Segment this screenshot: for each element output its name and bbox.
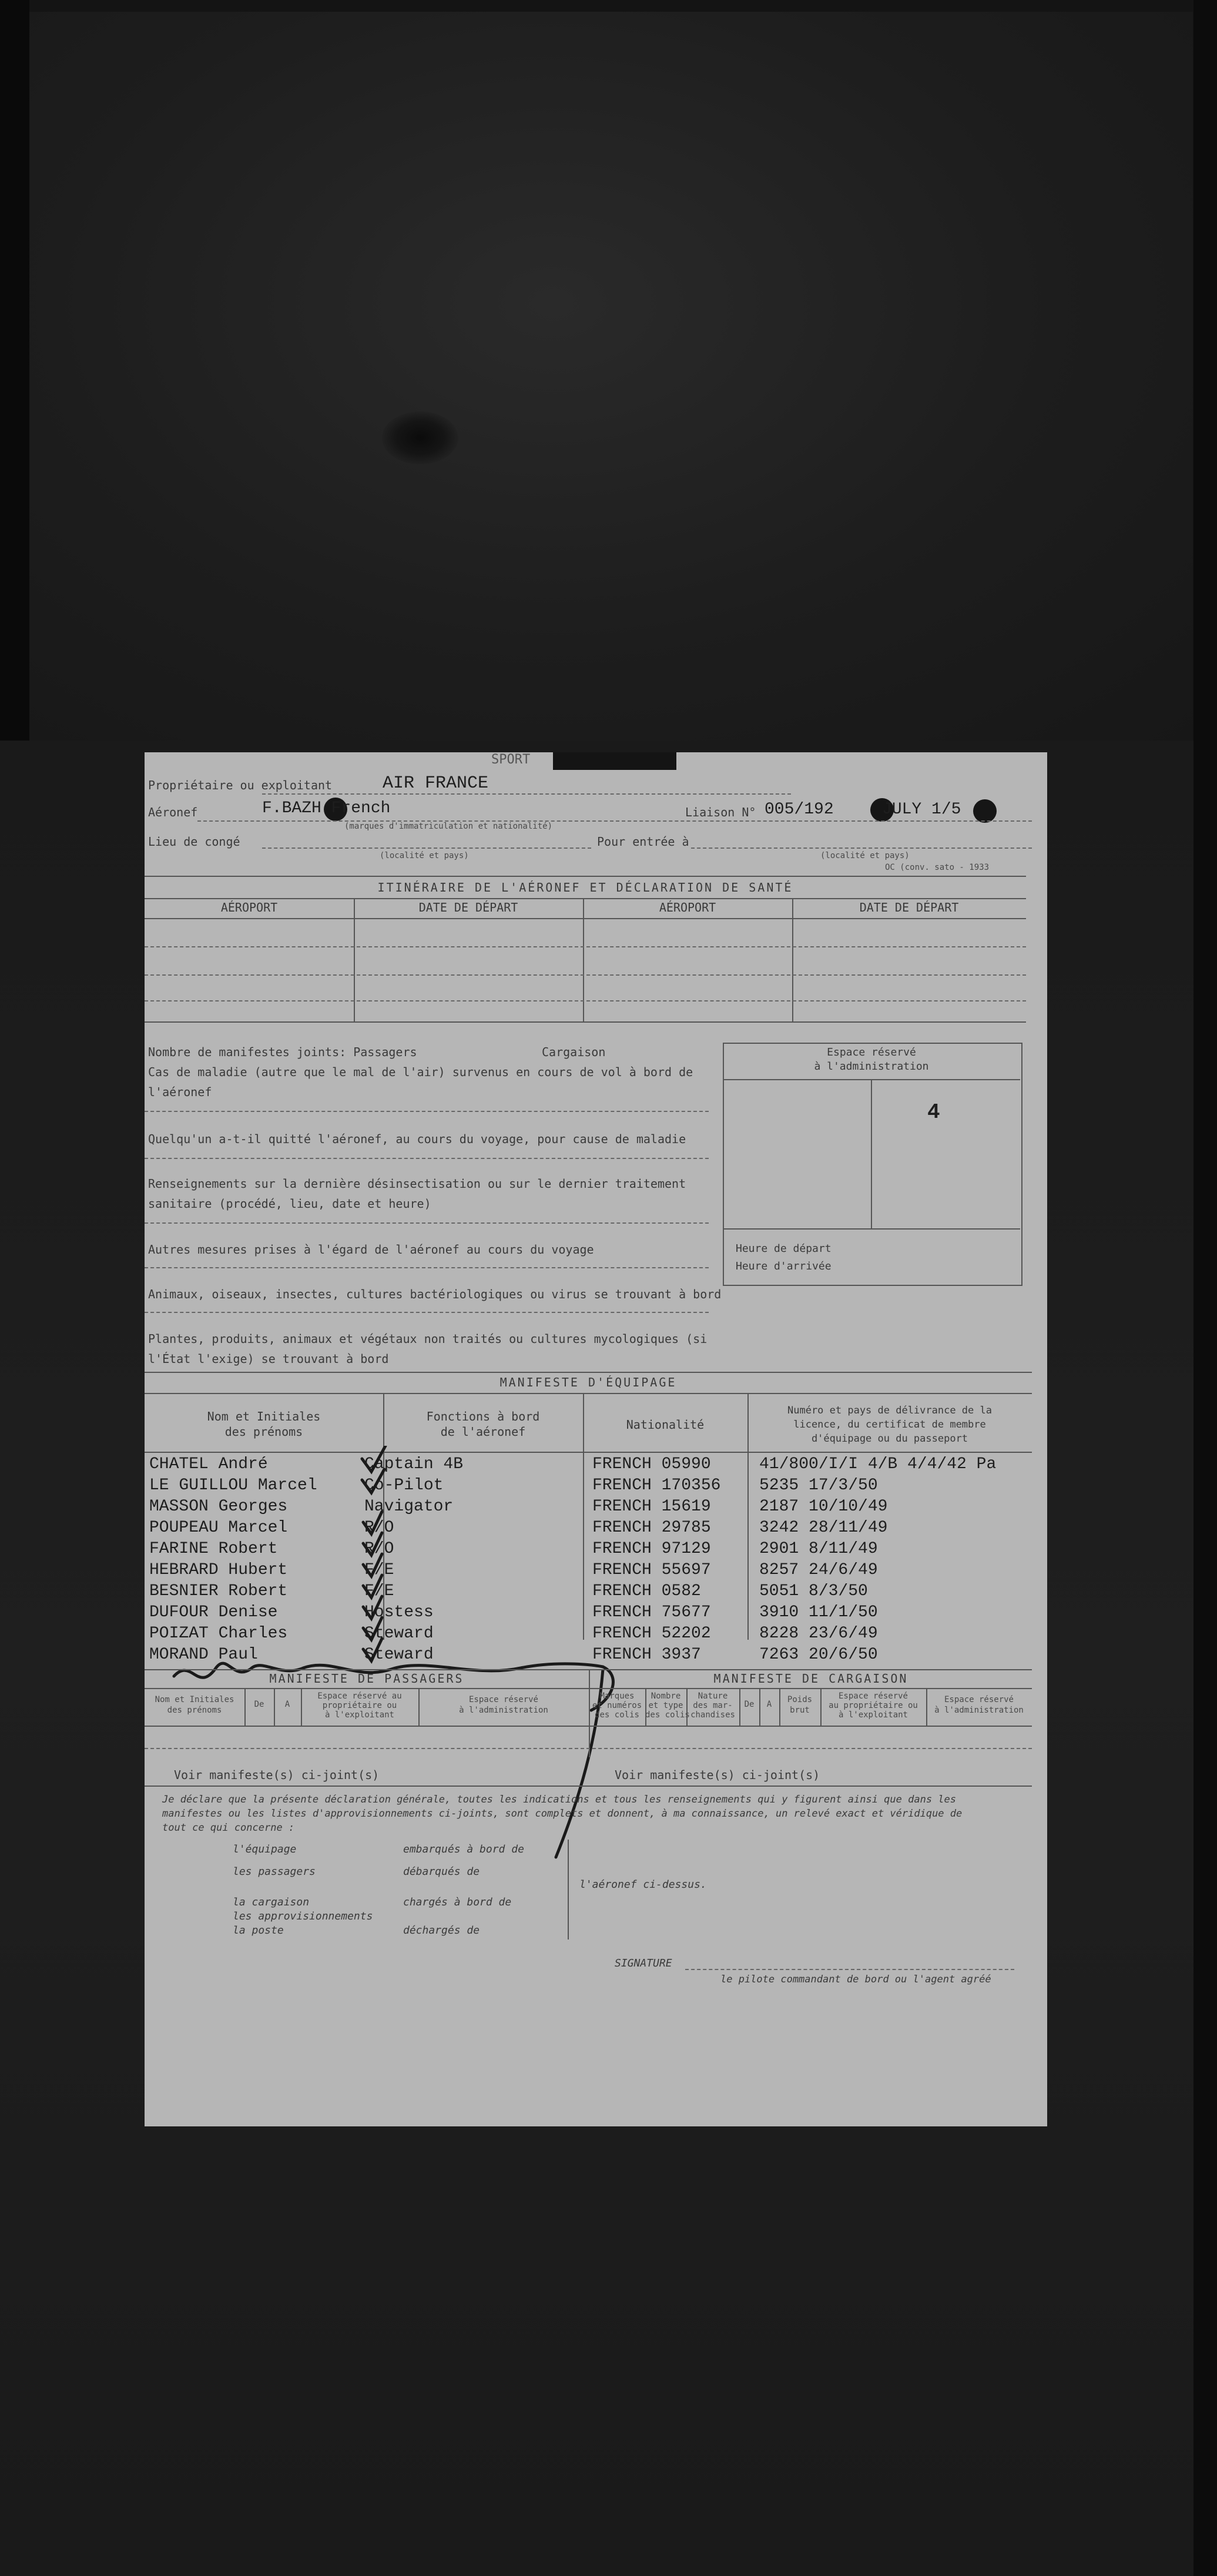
pax-divider-2 [274, 1688, 275, 1726]
cargo-col-marks-1: Marques [599, 1691, 635, 1701]
film-edge-left [0, 0, 29, 741]
crew-license: 5235 17/3/50 [759, 1476, 878, 1495]
crew-license: 3242 28/11/49 [759, 1519, 888, 1537]
crew-function: R/O [364, 1519, 394, 1537]
aircraft-note: (marques d'immatriculation et nationalité) [344, 822, 553, 831]
arrival-time-label: Heure d'arrivée [736, 1260, 832, 1272]
cargo-divider-2 [686, 1688, 688, 1726]
declaration-line-1: Je déclare que la présente déclaration générale, toutes les indications et tous les renseignements qui y figurent ainsi que dans les [162, 1794, 957, 1805]
itinerary-divider-2 [583, 898, 584, 1021]
stamp-text: SPORT [491, 752, 531, 767]
film-smudge [382, 411, 458, 464]
crew-col-function-1: Fonctions à bord [426, 1409, 540, 1423]
crew-function: F/E [364, 1582, 394, 1600]
manifests-label: Nombre de manifestes joints: Passagers [148, 1045, 417, 1059]
check-mark [363, 1533, 382, 1555]
check-mark [363, 1554, 382, 1576]
signer-note: le pilote commandant de bord ou l'agent agréé [720, 1974, 991, 1985]
decl-unloaded: déchargés de [403, 1924, 480, 1937]
crew-title: MANIFESTE D'ÉQUIPAGE [499, 1375, 677, 1389]
date-value: JULY 1/5 [882, 800, 961, 819]
decl-passengers: les passagers [233, 1865, 316, 1878]
departure-place-line [262, 847, 591, 849]
manifests-row-line [145, 1748, 1032, 1749]
admin-box-title-2: à l'administration [814, 1060, 929, 1073]
arrival-label: Pour entrée à [597, 835, 689, 849]
crew-license: 2187 10/10/49 [759, 1498, 888, 1516]
aircraft-label: Aéronef [148, 805, 198, 819]
health-line-5 [145, 1312, 709, 1313]
crew-function: R/O [364, 1540, 394, 1558]
crew-name: MASSON Georges [149, 1498, 288, 1516]
pax-col-reserved-1: Espace réservé au [317, 1691, 402, 1701]
crew-function: F/E [364, 1561, 394, 1579]
departure-time-label: Heure de départ [736, 1242, 832, 1255]
decl-embarked: embarqués à bord de [403, 1843, 524, 1855]
crew-license: 8257 24/6/49 [759, 1561, 878, 1579]
itinerary-col-airport-2: AÉROPORT [659, 900, 716, 915]
pax-divider-1 [244, 1688, 246, 1726]
crew-name: HEBRARD Hubert [149, 1561, 288, 1579]
health-line-1 [145, 1111, 709, 1112]
crew-function: Steward [364, 1624, 434, 1643]
itinerary-top-rule [145, 876, 1026, 877]
crew-function: Hostess [364, 1603, 434, 1622]
itinerary-divider-3 [792, 898, 793, 1021]
question-plants: Plantes, produits, animaux et végétaux non traités ou cultures mycologiques (si [148, 1332, 708, 1346]
cargo-divider-1 [645, 1688, 646, 1726]
film-background-top [29, 12, 1193, 741]
crew-license: 2901 8/11/49 [759, 1540, 878, 1558]
flight-label: Liaison N° [685, 805, 756, 819]
signature-line [685, 1969, 1014, 1970]
flight-value: 005/192 [765, 800, 834, 819]
crew-col-name-2: des prénoms [224, 1425, 303, 1439]
itinerary-bottom-rule [145, 1021, 1026, 1023]
cargo-divider-6 [820, 1688, 822, 1726]
question-illness: Cas de maladie (autre que le mal de l'air) survenus en cours de vol à bord de [148, 1065, 693, 1079]
general-declaration-form [145, 752, 1047, 2126]
manifests-header-rule [145, 1726, 1032, 1727]
crew-name: MORAND Paul [149, 1646, 258, 1664]
pax-col-admin-2: à l'administration [459, 1706, 548, 1715]
crew-license: 5051 8/3/50 [759, 1582, 868, 1600]
owner-line [262, 793, 791, 795]
crew-name: FARINE Robert [149, 1540, 278, 1558]
crew-nationality: FRENCH 05990 [592, 1455, 711, 1473]
crew-nationality: FRENCH 97129 [592, 1540, 711, 1558]
cargo-see-manifest: Voir manifeste(s) ci-joint(s) [615, 1768, 820, 1782]
question-animals: Animaux, oiseaux, insectes, cultures bactériologiques ou virus se trouvant à bord [148, 1287, 722, 1301]
cargo-col-admin-1: Espace réservé [944, 1695, 1014, 1704]
pax-col-name-1: Nom et Initiales [155, 1695, 234, 1704]
check-mark [363, 1639, 382, 1661]
arrival-note: (localité et pays) [820, 851, 910, 860]
pax-divider-4 [418, 1688, 420, 1726]
admin-box-bottom-rule [724, 1228, 1020, 1230]
crew-col-license-3: d'équipage ou du passeport [811, 1433, 968, 1445]
crew-col-license-1: Numéro et pays de délivrance de la [787, 1405, 992, 1416]
admin-box-rule [724, 1079, 1020, 1080]
cargo-col-admin-2: à l'administration [934, 1706, 1024, 1715]
crew-nationality: FRENCH 170356 [592, 1476, 721, 1495]
crew-col-name-1: Nom et Initiales [207, 1409, 321, 1423]
itinerary-row-line-2 [145, 974, 1026, 976]
crew-nationality: FRENCH 0582 [592, 1582, 701, 1600]
signature-label: SIGNATURE [615, 1957, 672, 1969]
crew-license: 41/800/I/I 4/B 4/4/42 Pa [759, 1455, 997, 1473]
crew-license: 8228 23/6/49 [759, 1624, 878, 1643]
crew-col-function-2: de l'aéronef [440, 1425, 526, 1439]
decl-crew: l'équipage [233, 1843, 297, 1855]
cargo-col-count-3: des colis [645, 1710, 690, 1720]
aircraft-line [197, 820, 1032, 822]
pax-col-to: A [284, 1700, 290, 1709]
crew-name: BESNIER Robert [149, 1582, 288, 1600]
crew-function: Steward [364, 1646, 434, 1664]
film-edge-right [1193, 0, 1217, 2576]
departure-place-label: Lieu de congé [148, 835, 240, 849]
question-other-measures: Autres mesures prises à l'égard de l'aéronef au cours du voyage [148, 1242, 594, 1257]
check-mark [363, 1575, 382, 1597]
decl-aircraft: l'aéronef ci-dessus. [579, 1878, 707, 1891]
owner-label: Propriétaire ou exploitant [148, 778, 333, 792]
cargo-col-nature-3: chandises [690, 1710, 735, 1720]
check-mark [362, 1469, 384, 1493]
health-line-2 [145, 1158, 709, 1159]
cargo-col-reserved-1: Espace réservé [838, 1691, 908, 1701]
admin-box-divider [871, 1079, 872, 1228]
crew-nationality: FRENCH 29785 [592, 1519, 711, 1537]
decl-mail: la poste [233, 1924, 284, 1937]
itinerary-col-airport-1: AÉROPORT [220, 900, 278, 915]
pax-col-from: De [254, 1700, 264, 1709]
crew-name: POUPEAU Marcel [149, 1519, 288, 1537]
pax-col-name-2: des prénoms [167, 1706, 222, 1715]
pax-divider-3 [301, 1688, 302, 1726]
cargo-col-from: De [744, 1700, 755, 1709]
form-reference: OC (conv. sato - 1933 [885, 863, 990, 872]
cargo-divider-4 [759, 1688, 760, 1726]
crew-top-rule [145, 1372, 1032, 1373]
itinerary-row-line-1 [145, 946, 1026, 947]
check-mark [363, 1617, 382, 1640]
decl-brace [568, 1840, 569, 1939]
crew-name: POIZAT Charles [149, 1624, 288, 1643]
aircraft-value: F.BAZH French [262, 799, 391, 818]
admin-box-title-1: Espace réservé [827, 1046, 916, 1058]
itinerary-title: ITINÉRAIRE DE L'AÉRONEF ET DÉCLARATION DE SANTÉ [377, 880, 793, 895]
cargo-col-count-2: et type [648, 1701, 683, 1710]
crew-license: 7263 20/6/50 [759, 1646, 878, 1664]
itinerary-divider-1 [354, 898, 355, 1021]
redaction-block [553, 752, 676, 770]
crew-function: Captain 4B [364, 1455, 464, 1473]
itinerary-col-date-2: DATE DE DÉPART [859, 900, 959, 915]
crew-nationality: FRENCH 3937 [592, 1646, 701, 1664]
cargo-col-marks-2: et numéros [592, 1701, 642, 1710]
health-line-3 [145, 1222, 709, 1224]
check-mark [363, 1512, 382, 1534]
crew-function: Navigator [364, 1498, 454, 1516]
crew-nationality: FRENCH 55697 [592, 1561, 711, 1579]
question-plants-cont: l'État l'exige) se trouvant à bord [148, 1352, 389, 1366]
itinerary-row-line-3 [145, 1000, 1026, 1001]
itinerary-col-date-1: DATE DE DÉPART [418, 900, 518, 915]
cargo-col-count-1: Nombre [651, 1691, 681, 1701]
cargo-title: MANIFESTE DE CARGAISON [713, 1671, 908, 1686]
manifests-title-rule [145, 1688, 1032, 1689]
cargo-col-nature-2: des mar- [693, 1701, 733, 1710]
decl-landed: débarqués de [403, 1865, 480, 1878]
cargo-divider-7 [926, 1688, 927, 1726]
manifests-bottom-rule [145, 1786, 1032, 1787]
cargo-col-marks-3: des colis [595, 1710, 639, 1720]
cargo-col-reserved-3: à l'exploitant [838, 1710, 908, 1720]
question-illness-cont: l'aéronef [148, 1085, 212, 1099]
crew-nationality: FRENCH 75677 [592, 1603, 711, 1622]
decl-loaded: chargés à bord de [403, 1896, 512, 1908]
crew-col-license-2: licence, du certificat de membre [793, 1419, 986, 1431]
crew-license: 3910 11/1/50 [759, 1603, 878, 1622]
declaration-line-3: tout ce qui concerne : [162, 1822, 295, 1834]
punch-hole-3 [973, 799, 997, 823]
cargo-divider-5 [779, 1688, 780, 1726]
health-line-4 [145, 1267, 709, 1268]
pax-col-admin-1: Espace réservé [468, 1695, 538, 1704]
decl-cargo: la cargaison [233, 1896, 310, 1908]
cargo-divider-3 [739, 1688, 740, 1726]
crew-name: DUFOUR Denise [149, 1603, 278, 1622]
itinerary-header-rule [145, 898, 1026, 899]
departure-place-note: (localité et pays) [380, 851, 469, 860]
pax-col-reserved-2: propriétaire ou [322, 1701, 397, 1710]
cargo-col-weight-2: brut [790, 1706, 810, 1715]
check-mark [363, 1596, 382, 1619]
admin-box-number: 4 [927, 1100, 940, 1124]
crew-function: Co-Pilot [364, 1476, 444, 1495]
pax-see-manifest: Voir manifeste(s) ci-joint(s) [174, 1768, 380, 1782]
decl-supplies: les approvisionnements [233, 1910, 373, 1922]
cargo-col-reserved-2: au propriétaire ou [829, 1701, 918, 1710]
cargo-count-label: Cargaison [542, 1045, 606, 1059]
crew-nationality: FRENCH 52202 [592, 1624, 711, 1643]
crew-name: LE GUILLOU Marcel [149, 1476, 317, 1495]
crew-title-rule [145, 1393, 1032, 1394]
owner-value: AIR FRANCE [383, 773, 489, 793]
cargo-col-weight-1: Poids [787, 1695, 813, 1704]
crew-col-nationality: Nationalité [626, 1418, 705, 1432]
pax-col-reserved-3: à l'exploitant [324, 1710, 394, 1720]
question-left-aircraft: Quelqu'un a-t-il quitté l'aéronef, au cours du voyage, pour cause de maladie [148, 1132, 686, 1146]
crew-bottom-rule [145, 1669, 1032, 1670]
question-disinsection-cont: sanitaire (procédé, lieu, date et heure) [148, 1197, 431, 1211]
itinerary-col-rule [145, 918, 1026, 919]
cargo-col-nature-1: Nature [698, 1691, 728, 1701]
cargo-col-to: A [766, 1700, 772, 1709]
question-disinsection: Renseignements sur la dernière désinsectisation ou sur le dernier traitement [148, 1177, 686, 1191]
arrival-line [691, 847, 1032, 849]
check-mark [362, 1446, 385, 1472]
crew-nationality: FRENCH 15619 [592, 1498, 711, 1516]
declaration-line-2: manifestes ou les listes d'approvisionnements ci-joints, sont complets et donnent, à ma connaissance, un relevé exact et véridique de [162, 1808, 963, 1820]
passengers-title: MANIFESTE DE PASSAGERS [269, 1671, 464, 1686]
crew-name: CHATEL André [149, 1455, 268, 1473]
